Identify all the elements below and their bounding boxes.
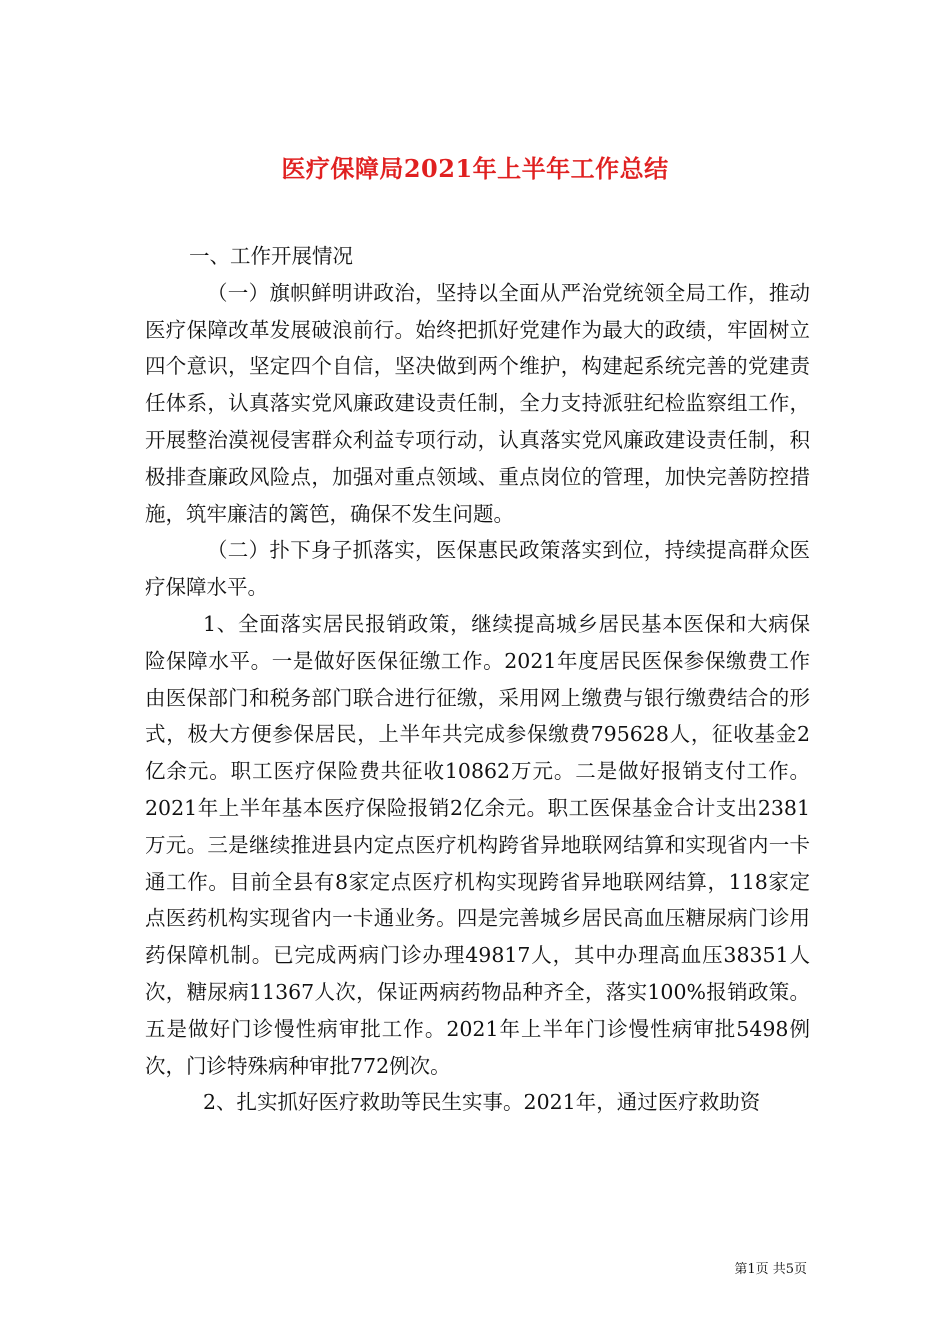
document-body [145, 238, 810, 1121]
paragraph-implementation: （二）扑下身子抓落实，医保惠民政策落实到位，持续提高群众医疗保障水平。 [145, 538, 810, 600]
page-title: 医疗保障局2021年上半年工作总结 [281, 154, 669, 184]
section-heading: 一、工作开展情况 [189, 244, 353, 268]
paragraph-politics: （一）旗帜鲜明讲政治，坚持以全面从严治党统领全局工作，推动医疗保障改革发展破浪前行。始终把抓好党建作为最大的政绩，牢固树立四个意识，坚定四个自信，坚决做到两个维护，构建起系统完善的党建责任体系，认真落实党风廉政建设责任制，全力支持派驻纪检监察组工作，开展整治漠视侵害群众利益专项行动，认真落实党风廉政建设责任制，积极排查廉政风险点，加强对重点领域、重点岗位的管理，加快完善防控措施，筑牢廉洁的篱笆，确保不发生问题。 [145, 280, 810, 526]
page-number: 第1页 共5页 [734, 1262, 807, 1277]
paragraph-item-2: 2、扎实抓好医疗救助等民生实事。2021年，通过医疗救助资 [203, 1090, 761, 1115]
paragraph-item-1: 1、全面落实居民报销政策，继续提高城乡居民基本医保和大病保险保障水平。一是做好医保征缴工作。2021年度居民医保参保缴费工作由医保部门和税务部门联合进行征缴，采用网上缴费与银行缴费结合的形式，极大方便参保居民，上半年共完成参保缴费795628人，征收基金2亿余元。职工医疗保险费共征收10862万元。二是做好报销支付工作。2021年上半年基本医疗保险报销2亿余元。职工医保基金合计支出2381万元。三是继续推进县内定点医疗机构跨省异地联网结算和实现省内一卡通工作。目前全县有8家定点医疗机构实现跨省异地联网结算，118家定点医药机构实现省内一卡通业务。四是完善城乡居民高血压糖尿病门诊用药保障机制。已完成两病门诊办理49817人，其中办理高血压38351人次，糖尿病11367人次，保证两病药物品种齐全，落实100%报销政策。五是做好门诊慢性病审批工作。2021年上半年门诊慢性病审批5498例次，门诊特殊病种审批772例次。 [145, 611, 810, 1078]
